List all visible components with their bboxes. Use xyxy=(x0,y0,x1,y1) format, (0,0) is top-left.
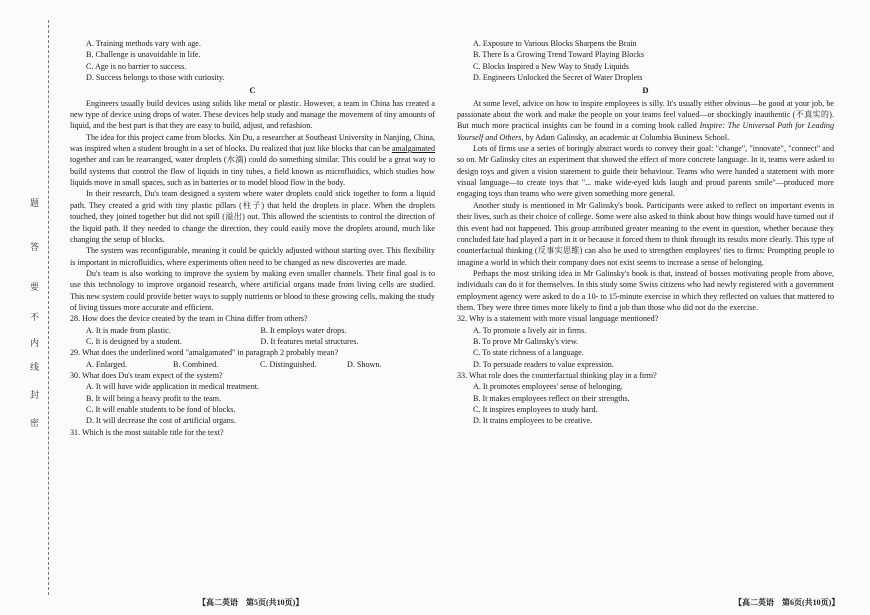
margin-mark: 不 xyxy=(29,312,39,321)
option: B. It will bring a heavy profit to the team. xyxy=(86,393,222,403)
question-stem: 31. Which is the most suitable title for the text? xyxy=(70,427,224,437)
option: B. Combined. xyxy=(173,359,219,369)
option: B. Challenge is unavoidable in life. xyxy=(86,50,201,60)
option: D. Success belongs to those with curiosity. xyxy=(86,73,225,83)
option: D. Shown. xyxy=(347,359,382,369)
option: A. It is made from plastic. xyxy=(86,325,171,335)
section-heading: D xyxy=(642,85,649,96)
passage-paragraph: Du's team is also working to improve the system by making even smaller channels. Their final goal is to use this technology to improve organoid research, where artificial organs made from living cells are studied. This new system could provide better ways to supply nutrients or blood to these growing cells, making the study of living tissues more accurate and efficient. xyxy=(70,268,435,312)
option: A. Enlarged. xyxy=(86,359,127,369)
option: B. It makes employees reflect on their strengths. xyxy=(473,393,630,403)
margin-mark: 封 xyxy=(29,390,39,399)
question-stem: 29. What does the underlined word "amalgamated" in paragraph 2 probably mean? xyxy=(70,348,339,358)
question-stem: 33. What role does the counterfactual thinking play in a firm? xyxy=(457,370,657,380)
book-title: Inspire: The Universal Path for Leading Yourself and Others xyxy=(457,121,834,142)
question-stem: 32. Why is a statement with more visual language mentioned? xyxy=(457,314,659,324)
passage-paragraph: Another study is mentioned in Mr Galinsky's book. Participants were asked to reflect on important events in their lives, such as their choice of college. Some were also asked to think about how things would have turned out if this event had not happened. This group attributed greater meaning to the event in question, whether because they concluded fate had played a part in it or because it forced them to think through its results more clearly. This type of counterfactual thinking (反事实思维) can also be used to strengthen employees' ties to firms: Prompting people to imagine a world in which their company does not exist seems to increase a sense of belonging. xyxy=(457,200,834,267)
option: D. It will decrease the cost of artificial organs. xyxy=(86,416,236,426)
binding-margin xyxy=(22,20,48,600)
option: B. There Is a Growing Trend Toward Playing Blocks xyxy=(473,50,645,60)
option: C. It inspires employees to study hard. xyxy=(473,405,598,414)
option: C. Distinguished. xyxy=(260,359,317,369)
option: D. To persuade readers to value expression. xyxy=(473,359,614,369)
passage-paragraph: Lots of firms use a series of boringly abstract words to convey their goal: "change", "innovate", "connect" and so on. Mr Galinsky cites an experiment that showed the effect of more concrete language. In it, teams were asked to design toys and given a vision statement to guide their behaviour. Teams who were handed a statement with more visual language—to create toys that "... make wide-eyed kids laugh and proud parents smile"—produced more engaging toys than teams who were given something more general. xyxy=(457,144,834,199)
left-column xyxy=(70,38,435,438)
option: A. Exposure to Various Blocks Sharpens the Brain xyxy=(473,39,637,48)
option-row xyxy=(70,325,435,336)
passage-paragraph: At some level, advice on how to inspire employees is silly. It's usually either obvious—be good at your job, be passionate about the work and make the people on your teams feel valued—or shockingly inauthentic (不真实的). But much more practical insights can be found in a coming book called Inspire: The Universal Path for Leading Yourself and Others, by Adam Galinsky, an academic at Columbia Business School. xyxy=(457,98,834,142)
margin-mark: 要 xyxy=(29,282,39,291)
margin-mark: 内 xyxy=(29,338,39,347)
option-row xyxy=(70,359,435,370)
question-stem: 28. How does the device created by the team in China differ from others? xyxy=(70,314,308,324)
option: A. It will have wide application in medical treatment. xyxy=(86,382,260,392)
option: C. Blocks Inspired a New Way to Study Liquids xyxy=(473,61,629,71)
option: C. It is designed by a student. xyxy=(86,336,182,346)
option: A. It promotes employees' sense of belonging. xyxy=(473,382,623,392)
margin-mark: 题 xyxy=(29,198,39,207)
option-row xyxy=(70,336,435,347)
right-column xyxy=(457,38,834,427)
page-footer: 【高二英语 第5页(共10页)】 xyxy=(198,598,304,607)
option: C. It will enable students to be fond of blocks. xyxy=(86,405,236,414)
underlined-word: amalgamated xyxy=(391,144,435,154)
passage-paragraph: In their research, Du's team designed a system where water droplets could stick together to form a liquid path. They created a grid with tiny plastic pillars (柱子) that held the droplets in place. When the droplets touched, they joined together but did not spill (溢出) out. This allowed the scientists to control the direction of the liquid path. If they needed to change the direction, they could easily move the droplets around, much like changing the setup of blocks. xyxy=(70,189,435,244)
option: C. Age is no barrier to success. xyxy=(86,61,187,71)
option: B. It employs water drops. xyxy=(260,325,347,335)
passage-paragraph: The idea for this project came from blocks. Xin Du, a researcher at Southeast University in Nanjing, China, was inspired when a student brought in a set of blocks. Du realized that just like blocks that can be amalgamated together and can be rearranged, water droplets (水滴) could do something similar. This could be a great way to build systems that control the flow of liquids in tiny tubes, a field known as microfluidics, which studies how liquids move in small spaces, such as in batteries or to model blood flow in the body. xyxy=(70,132,435,188)
passage-paragraph: The system was reconfigurable, meaning it could be quickly adjusted without starting over. This flexibility is important in microfluidics, where experiments often need to be changed as new discoveries are made. xyxy=(70,246,435,267)
margin-mark: 线 xyxy=(29,362,39,371)
option: D. It trains employees to be creative. xyxy=(473,416,593,426)
option: B. To prove Mr Galinsky's view. xyxy=(473,336,579,346)
passage-paragraph: Perhaps the most striking idea in Mr Galinsky's book is that, instead of bosses motivating people from above, individuals can do it for themselves. In this study some Swiss citizens who had newly registered with a government employment agency were asked to do a 10- to 15-minute exercise in which they reflected on values that mattered to them. They were three times more likely to find a job than those who did not do the exercise. xyxy=(457,268,834,312)
question-stem: 30. What does Du's team expect of the system? xyxy=(70,370,223,380)
option: D. It features metal structures. xyxy=(260,336,359,346)
seal-line xyxy=(48,20,49,595)
margin-mark: 密 xyxy=(29,418,39,427)
section-heading: C xyxy=(249,85,256,96)
option: A. To promote a lively air in firms. xyxy=(473,325,587,335)
page-footer: 【高二英语 第6页(共10页)】 xyxy=(734,598,840,607)
option: C. To state richness of a language. xyxy=(473,348,584,358)
passage-paragraph: Engineers usually build devices using solids like metal or plastic. However, a team in China has created a new type of device using drops of water. These devices help study and manage the movement of tiny amounts of liquid, and the best part is that they are easy to build, adjust, and refashion. xyxy=(70,98,435,131)
option: A. Training methods vary with age. xyxy=(86,39,201,48)
option: D. Engineers Unlocked the Secret of Water Droplets xyxy=(473,73,643,83)
margin-mark: 答 xyxy=(29,242,39,251)
